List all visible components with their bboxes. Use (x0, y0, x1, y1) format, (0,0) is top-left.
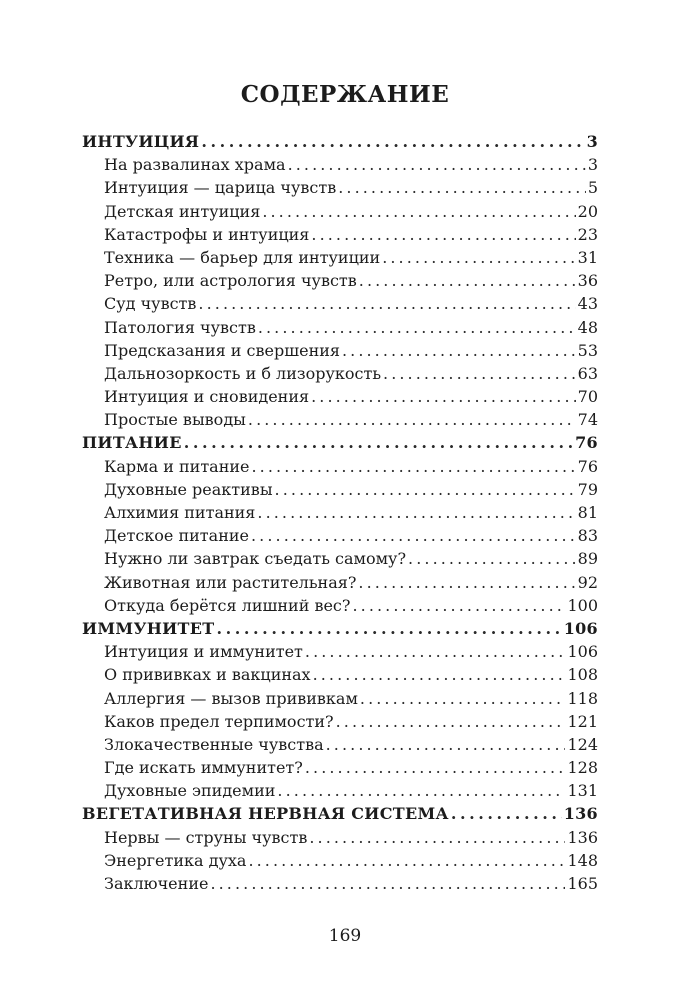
toc-chapter-entry (82, 292, 598, 315)
toc-entry-page: 92 (577, 572, 598, 592)
toc-chapter-entry (82, 223, 598, 246)
dot-leader (360, 687, 566, 710)
toc-entry-page: 31 (577, 247, 598, 267)
toc-entry-page: 106 (567, 642, 598, 662)
toc-entry-label: Злокачественные чувства (104, 734, 324, 754)
dot-leader (382, 246, 575, 269)
dot-leader (451, 802, 562, 825)
toc-entry-label: Каков предел терпимости? (104, 711, 334, 731)
dot-leader (258, 316, 576, 339)
toc-entry-label: ИММУНИТЕТ (82, 618, 215, 638)
toc-entry-label: Интуиция — царица чувств (104, 178, 337, 198)
toc-chapter-entry (82, 733, 598, 756)
toc-entry-page: 83 (577, 526, 598, 546)
toc-entry-page: 20 (577, 201, 598, 221)
toc-entry-label: О прививках и вакцинах (104, 665, 311, 685)
dot-leader (216, 617, 561, 640)
dot-leader (408, 547, 576, 570)
toc-entry-label: Техника — барьер для интуиции (104, 247, 381, 267)
toc-entry-page: 108 (567, 665, 598, 685)
toc-chapter-entry (82, 547, 598, 570)
toc-entry-label: На развалинах храма (104, 155, 286, 175)
dot-leader (252, 455, 576, 478)
toc-entry-page: 36 (577, 271, 598, 291)
toc-entry-label: Нервы — струны чувств (104, 827, 308, 847)
toc-chapter-entry (82, 176, 598, 199)
toc-chapter-entry (82, 501, 598, 524)
dot-leader (248, 408, 576, 431)
toc-entry-page: 76 (575, 433, 598, 453)
dot-leader (305, 640, 566, 663)
toc-entry-page: 63 (577, 363, 598, 383)
toc-entry-label: Детская интуиция (104, 201, 261, 221)
toc-entry-page: 128 (567, 758, 598, 778)
toc-entry-label: Где искать иммунитет? (104, 758, 303, 778)
toc-entry-page: 5 (587, 178, 598, 198)
toc-chapter-entry (82, 362, 598, 385)
dot-leader (201, 130, 584, 153)
toc-entry-label: Заключение (104, 874, 209, 893)
toc-entry-page: 148 (567, 850, 598, 870)
toc-chapter-entry (82, 524, 598, 547)
dot-leader (383, 362, 576, 385)
dot-leader (198, 292, 575, 315)
dot-leader (210, 872, 565, 895)
toc-section-entry (82, 130, 598, 153)
toc-chapter-entry (82, 408, 598, 431)
toc-entry-label: ВЕГЕТАТИВНАЯ НЕРВНАЯ СИСТЕМА (82, 804, 449, 824)
toc-entry-label: Предсказания и свершения (104, 340, 340, 360)
toc-entry-page: 89 (577, 549, 598, 569)
dot-leader (352, 594, 565, 617)
toc-entry-label: ИНТУИЦИЯ (82, 132, 200, 151)
toc-entry-label: Дальнозоркость и б лизорукость (104, 363, 382, 383)
toc-chapter-entry (82, 779, 598, 802)
toc-chapter-entry (82, 269, 598, 292)
toc-entry-page: 74 (577, 410, 598, 430)
toc-chapter-entry (82, 316, 598, 339)
dot-leader (338, 176, 586, 199)
dot-leader (311, 385, 576, 408)
dot-leader (184, 431, 573, 454)
toc-entry-page: 124 (567, 734, 598, 754)
dot-leader (313, 663, 566, 686)
dot-leader (326, 733, 566, 756)
toc-chapter-entry (82, 687, 598, 710)
dot-leader (311, 223, 575, 246)
toc-entry-page: 76 (577, 456, 598, 476)
dot-leader (248, 849, 565, 872)
dot-leader (275, 478, 576, 501)
toc-entry-label: Нужно ли завтрак съедать самому? (104, 549, 407, 569)
dot-leader (277, 779, 565, 802)
toc-chapter-entry (82, 756, 598, 779)
dot-leader (305, 756, 566, 779)
toc-section-entry (82, 617, 598, 640)
toc-chapter-entry (82, 385, 598, 408)
toc-chapter-entry (82, 246, 598, 269)
dot-leader (262, 200, 575, 223)
dot-leader (251, 524, 576, 547)
toc-entry-label: Духовные эпидемии (104, 781, 276, 801)
toc-chapter-entry (82, 200, 598, 223)
toc-entry-page: 165 (567, 874, 598, 893)
dot-leader (288, 153, 586, 176)
toc-entry-label: Энергетика духа (104, 850, 247, 870)
toc-entry-label: ПИТАНИЕ (82, 433, 182, 453)
toc-entry-page: 121 (567, 711, 598, 731)
toc-entry-page: 131 (567, 781, 598, 801)
toc-chapter-entry (82, 455, 598, 478)
toc-entry-label: Интуиция и иммунитет (104, 642, 303, 662)
page-number: 169 (328, 926, 362, 946)
dot-leader (336, 710, 566, 733)
dot-leader (358, 571, 575, 594)
dot-leader (342, 339, 576, 362)
toc-entry-page: 81 (577, 503, 598, 522)
toc-chapter-entry (82, 849, 598, 872)
toc-entry-label: Аллергия — вызов прививкам (104, 688, 358, 708)
toc-section-entry (82, 802, 598, 825)
toc-entry-label: Животная или растительная? (104, 572, 357, 592)
toc-chapter-entry (82, 153, 598, 176)
toc-entry-page: 136 (567, 827, 598, 847)
toc-chapter-entry (82, 478, 598, 501)
toc-entry-label: Катастрофы и интуиция (104, 224, 310, 244)
toc-entry-label: Ретро, или астрология чувств (104, 271, 357, 291)
toc-entry-page: 48 (577, 317, 598, 337)
toc-chapter-entry (82, 640, 598, 663)
toc-title: СОДЕРЖАНИЕ (240, 81, 450, 108)
toc-entry-label: Откуда берётся лишний вес? (104, 595, 351, 615)
toc-entry-label: Простые выводы (104, 410, 246, 430)
toc-entry-page: 79 (577, 479, 598, 499)
toc-chapter-entry (82, 872, 598, 895)
table-of-contents (82, 130, 598, 895)
dot-leader (359, 269, 576, 292)
toc-entry-page: 118 (567, 688, 598, 708)
toc-entry-label: Алхимия питания (104, 503, 256, 522)
toc-entry-page: 43 (577, 294, 598, 314)
toc-entry-label: Духовные реактивы (104, 479, 273, 499)
toc-entry-page: 53 (577, 340, 598, 360)
toc-entry-label: Интуиция и сновидения (104, 387, 310, 407)
toc-chapter-entry (82, 826, 598, 849)
dot-leader (309, 826, 565, 849)
toc-section-entry (82, 431, 598, 454)
dot-leader (257, 501, 575, 524)
toc-chapter-entry (82, 710, 598, 733)
toc-chapter-entry (82, 663, 598, 686)
toc-chapter-entry (82, 571, 598, 594)
toc-entry-label: Суд чувств (104, 294, 197, 314)
toc-chapter-entry (82, 339, 598, 362)
toc-entry-page: 3 (586, 132, 598, 151)
toc-entry-label: Карма и питание (104, 456, 250, 476)
toc-entry-page: 100 (567, 595, 598, 615)
toc-entry-label: Патология чувств (104, 317, 256, 337)
toc-entry-page: 23 (577, 224, 598, 244)
toc-chapter-entry (82, 594, 598, 617)
toc-entry-page: 106 (563, 618, 598, 638)
toc-entry-label: Детское питание (104, 526, 249, 546)
toc-entry-page: 70 (577, 387, 598, 407)
toc-entry-page: 3 (587, 155, 598, 175)
toc-entry-page: 136 (563, 804, 598, 824)
